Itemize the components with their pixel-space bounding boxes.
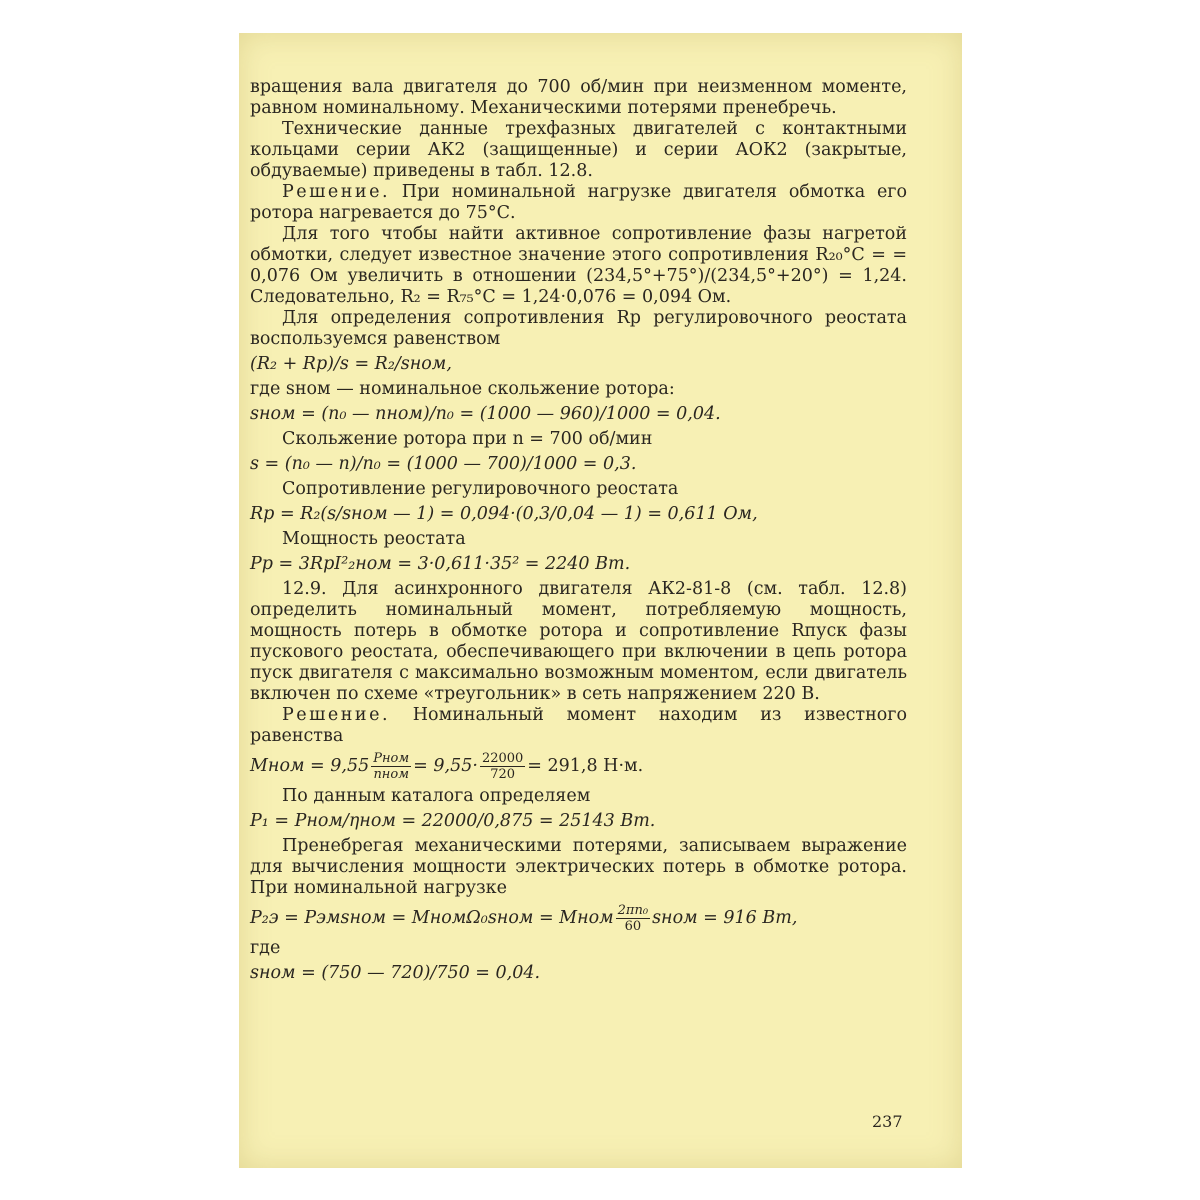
paragraph-rheostat-power: Мощность реостата [282,529,466,549]
solution-label: Решение. [282,182,391,202]
fraction-denominator: 720 [490,767,516,782]
fraction [616,903,650,934]
paragraph-rheostat-resistance: Сопротивление регулировочного реостата [282,479,679,499]
formula-nominal-torque [250,751,907,782]
paragraph-losses: Пренебрегая механическими потерями, записываем выражение для вычисления мощности электрических потерь в обмотке ротора. При номинальной нагрузке [250,836,907,898]
paragraph-resistance: Для того чтобы найти активное сопротивление фазы нагретой обмотки, следует известное значение этого сопротивления R₂₀°C = = 0,076 Ом увеличить в отношении (234,5°+75°)/(234,5°+20°) = 1,24. Следовательно, R₂ = R₇₅°C = 1,24·0,076 = 0,094 Ом. [250,224,907,307]
solution-text: При номинальной нагрузке двигателя обмотка его ротора нагревается до 75°С. [250,182,907,223]
formula-rotor-losses [250,903,907,934]
formula-part: = 9,55· [413,756,478,776]
fraction [480,751,525,782]
formula-part: = 291,8 Н·м. [527,756,644,776]
formula-part: P₂э = Pэмsном = MномΩ₀sном = Mном [250,908,614,928]
formula-slip-final: sном = (750 — 720)/750 = 0,04. [250,963,541,983]
solution-label: Решение. [282,705,391,725]
fraction-numerator: Pном [373,751,410,766]
formula-input-power: P₁ = Pном/ηном = 22000/0,875 = 25143 Вт. [250,811,656,831]
paragraph-catalog: По данным каталога определяем [282,786,591,806]
paragraph-continuation: вращения вала двигателя до 700 об/мин при неизменном моменте, равном номинальному. Механическими потерями пренебречь. [250,77,907,118]
where-slip: где sном — номинальное скольжение ротора: [250,379,675,399]
paragraph-motor-data: Технические данные трехфазных двигателей с контактными кольцами серии АК2 (защищенные) и серии АОК2 (закрытые, обдуваемые) приведены в табл. 12.8. [250,119,907,181]
solution-paragraph-1 [250,182,907,224]
book-page [239,33,962,1168]
page-body [250,77,907,984]
paragraph-rheostat-intro: Для определения сопротивления Rр регулировочного реостата воспользуемся равенством [250,308,907,349]
fraction-numerator: 2πn₀ [617,903,649,918]
paragraph-slip-700: Скольжение ротора при n = 700 об/мин [282,429,653,449]
problem-12-9 [250,579,907,705]
formula-slip: s = (n₀ — n)/n₀ = (1000 — 700)/1000 = 0,3. [250,454,637,474]
fraction [371,751,411,782]
formula-nominal-slip: sном = (n₀ — nном)/n₀ = (1000 — 960)/1000 = 0,04. [250,404,721,424]
solution-paragraph-2 [250,705,907,747]
page-number: 237 [872,1112,903,1131]
fraction-numerator: 22000 [481,751,524,766]
fraction-denominator: 60 [624,919,642,934]
where-label: где [250,938,281,958]
formula-part: sном = 916 Вт, [652,908,798,928]
problem-text: Для асинхронного двигателя АК2-81-8 (см. табл. 12.8) определить номинальный момент, потребляемую мощность, мощность потерь в обмотке ротора и сопротивление Rпуск фазы пускового реостата, обеспечивающего при включении в цепь ротора пуск двигателя с максимально возможным моментом, если двигатель включен по схеме «треугольник» в сеть напряжением 220 В. [250,579,907,704]
solution-text: Номинальный момент находим из известного равенства [250,705,907,746]
problem-number: 12.9. [282,579,327,599]
formula-equality: (R₂ + Rр)/s = R₂/sном, [250,354,452,374]
formula-rheostat-resistance: Rр = R₂(s/sном — 1) = 0,094·(0,3/0,04 — 1) = 0,611 Ом, [250,504,758,524]
formula-part: Mном = 9,55 [250,756,370,776]
fraction-denominator: nном [373,767,409,782]
formula-rheostat-power: Pр = 3RрI²₂ном = 3·0,611·35² = 2240 Вт. [250,554,631,574]
